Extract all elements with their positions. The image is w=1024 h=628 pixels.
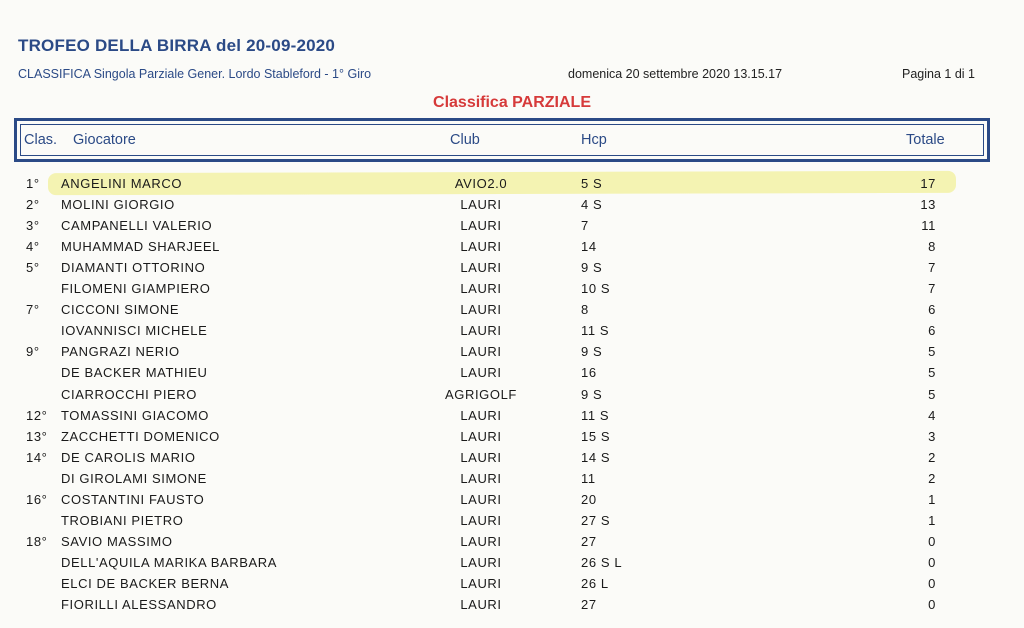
row-club: LAURI <box>460 218 502 234</box>
document-title: TROFEO DELLA BIRRA del 20-09-2020 <box>18 36 336 55</box>
table-row <box>0 429 1024 450</box>
row-total: 8 <box>928 239 936 255</box>
row-position: 7° <box>26 302 40 318</box>
row-total: 3 <box>928 428 936 444</box>
row-total: 13 <box>920 197 936 213</box>
row-player-name: MOLINI GIORGIO <box>61 197 175 213</box>
row-total: 0 <box>928 597 936 612</box>
row-handicap: 9 S <box>581 344 603 360</box>
row-player-name: DIAMANTI OTTORINO <box>61 260 206 276</box>
row-total: 5 <box>928 386 936 402</box>
row-position: 16° <box>26 491 48 507</box>
row-player-name: IOVANNISCI MICHELE <box>61 323 208 339</box>
row-handicap: 26 S L <box>581 554 623 570</box>
row-total: 7 <box>928 281 936 297</box>
row-position: 5° <box>26 260 40 276</box>
row-position: 14° <box>26 449 48 465</box>
row-player-name: TROBIANI PIETRO <box>61 512 184 528</box>
table-row <box>0 534 1024 555</box>
row-handicap: 15 S <box>581 428 611 444</box>
row-club: LAURI <box>460 407 502 423</box>
row-club: AVIO2.0 <box>454 176 508 191</box>
table-row <box>0 576 1024 597</box>
column-header-club: Club <box>450 132 480 148</box>
row-total: 0 <box>928 575 936 591</box>
table-row <box>0 408 1024 429</box>
row-player-name: CIARROCCHI PIERO <box>61 386 198 402</box>
row-player-name: DE CAROLIS MARIO <box>61 449 196 465</box>
row-handicap: 4 S <box>581 197 603 213</box>
row-position: 13° <box>26 428 48 444</box>
row-handicap: 5 S <box>581 176 603 191</box>
classification-subtitle: CLASSIFICA Singola Parziale Gener. Lordo Stableford - 1° Giro <box>18 67 372 81</box>
table-row <box>0 302 1024 323</box>
row-handicap: 20 <box>581 491 597 507</box>
row-club: LAURI <box>460 533 502 549</box>
column-header-total: Totale <box>906 132 945 148</box>
page-number: Pagina 1 di 1 <box>902 67 975 81</box>
row-position: 18° <box>26 533 48 549</box>
row-club: LAURI <box>460 554 502 570</box>
row-player-name: DE BACKER MATHIEU <box>61 365 208 381</box>
row-player-name: FILOMENI GIAMPIERO <box>61 281 211 297</box>
row-club: LAURI <box>460 239 502 255</box>
row-club: LAURI <box>460 302 502 318</box>
table-row <box>0 176 1024 197</box>
row-handicap: 11 S <box>581 407 610 423</box>
table-row <box>0 492 1024 513</box>
column-header-name: Giocatore <box>73 132 136 148</box>
row-total: 5 <box>928 344 936 360</box>
row-club: LAURI <box>460 428 502 444</box>
row-player-name: COSTANTINI FAUSTO <box>61 491 205 507</box>
row-total: 1 <box>928 512 936 528</box>
row-position: 12° <box>26 407 48 423</box>
row-handicap: 27 <box>581 597 597 612</box>
row-position: 1° <box>26 176 40 191</box>
table-row <box>0 387 1024 408</box>
row-player-name: FIORILLI ALESSANDRO <box>61 597 217 612</box>
row-club: LAURI <box>460 197 502 213</box>
row-player-name: MUHAMMAD SHARJEEL <box>61 239 220 255</box>
row-club: LAURI <box>460 323 502 339</box>
row-player-name: PANGRAZI NERIO <box>61 344 180 360</box>
row-position: 4° <box>26 239 40 255</box>
table-row <box>0 513 1024 534</box>
row-club: LAURI <box>460 575 502 591</box>
row-handicap: 11 <box>581 470 596 486</box>
row-club: LAURI <box>460 597 502 612</box>
row-handicap: 7 <box>581 218 589 234</box>
table-row <box>0 239 1024 260</box>
row-club: LAURI <box>460 512 502 528</box>
row-total: 4 <box>928 407 936 423</box>
row-club: LAURI <box>460 281 502 297</box>
row-total: 5 <box>928 365 936 381</box>
table-row <box>0 260 1024 281</box>
row-club: LAURI <box>460 491 502 507</box>
row-total: 17 <box>920 176 936 191</box>
row-position: 9° <box>26 344 40 360</box>
table-row <box>0 281 1024 302</box>
table-row <box>0 218 1024 239</box>
row-handicap: 14 <box>581 239 597 255</box>
column-header-hcp: Hcp <box>581 132 607 148</box>
row-player-name: TOMASSINI GIACOMO <box>61 407 209 423</box>
row-club: LAURI <box>460 260 502 276</box>
row-total: 6 <box>928 302 936 318</box>
row-total: 7 <box>928 260 936 276</box>
table-row <box>0 555 1024 576</box>
row-handicap: 16 <box>581 365 597 381</box>
table-row <box>0 597 1024 618</box>
table-header-box <box>14 118 990 162</box>
row-player-name: ELCI DE BACKER BERNA <box>61 575 230 591</box>
row-club: LAURI <box>460 449 502 465</box>
row-handicap: 27 S <box>581 512 611 528</box>
table-row <box>0 471 1024 492</box>
row-player-name: DI GIROLAMI SIMONE <box>61 470 207 486</box>
row-club: LAURI <box>460 344 502 360</box>
column-header-pos: Clas. <box>24 132 58 148</box>
row-club: LAURI <box>460 365 502 381</box>
row-total: 1 <box>928 491 936 507</box>
row-club: LAURI <box>460 470 502 486</box>
row-player-name: SAVIO MASSIMO <box>61 533 173 549</box>
row-player-name: ANGELINI MARCO <box>61 176 183 191</box>
row-handicap: 26 L <box>581 575 609 591</box>
row-total: 2 <box>928 449 936 465</box>
table-row <box>0 323 1024 344</box>
row-player-name: CAMPANELLI VALERIO <box>61 218 213 234</box>
row-player-name: CICCONI SIMONE <box>61 302 180 318</box>
row-total: 2 <box>928 470 936 486</box>
row-handicap: 11 S <box>581 323 610 339</box>
row-player-name: ZACCHETTI DOMENICO <box>61 428 220 444</box>
row-club: AGRIGOLF <box>445 386 517 402</box>
table-row <box>0 365 1024 386</box>
row-position: 3° <box>26 218 40 234</box>
row-player-name: DELL'AQUILA MARIKA BARBARA <box>61 554 278 570</box>
row-handicap: 14 S <box>581 449 611 465</box>
row-position: 2° <box>26 197 40 213</box>
row-handicap: 9 S <box>581 386 603 402</box>
row-total: 0 <box>928 554 936 570</box>
table-row <box>0 197 1024 218</box>
row-handicap: 8 <box>581 302 589 318</box>
table-row <box>0 344 1024 365</box>
row-handicap: 27 <box>581 533 597 549</box>
row-total: 6 <box>928 323 936 339</box>
row-handicap: 10 S <box>581 281 611 297</box>
row-total: 11 <box>921 218 936 234</box>
row-handicap: 9 S <box>581 260 603 276</box>
row-total: 0 <box>928 533 936 549</box>
print-date: domenica 20 settembre 2020 13.15.17 <box>568 67 783 81</box>
table-row <box>0 450 1024 471</box>
section-title: Classifica PARZIALE <box>433 94 591 111</box>
